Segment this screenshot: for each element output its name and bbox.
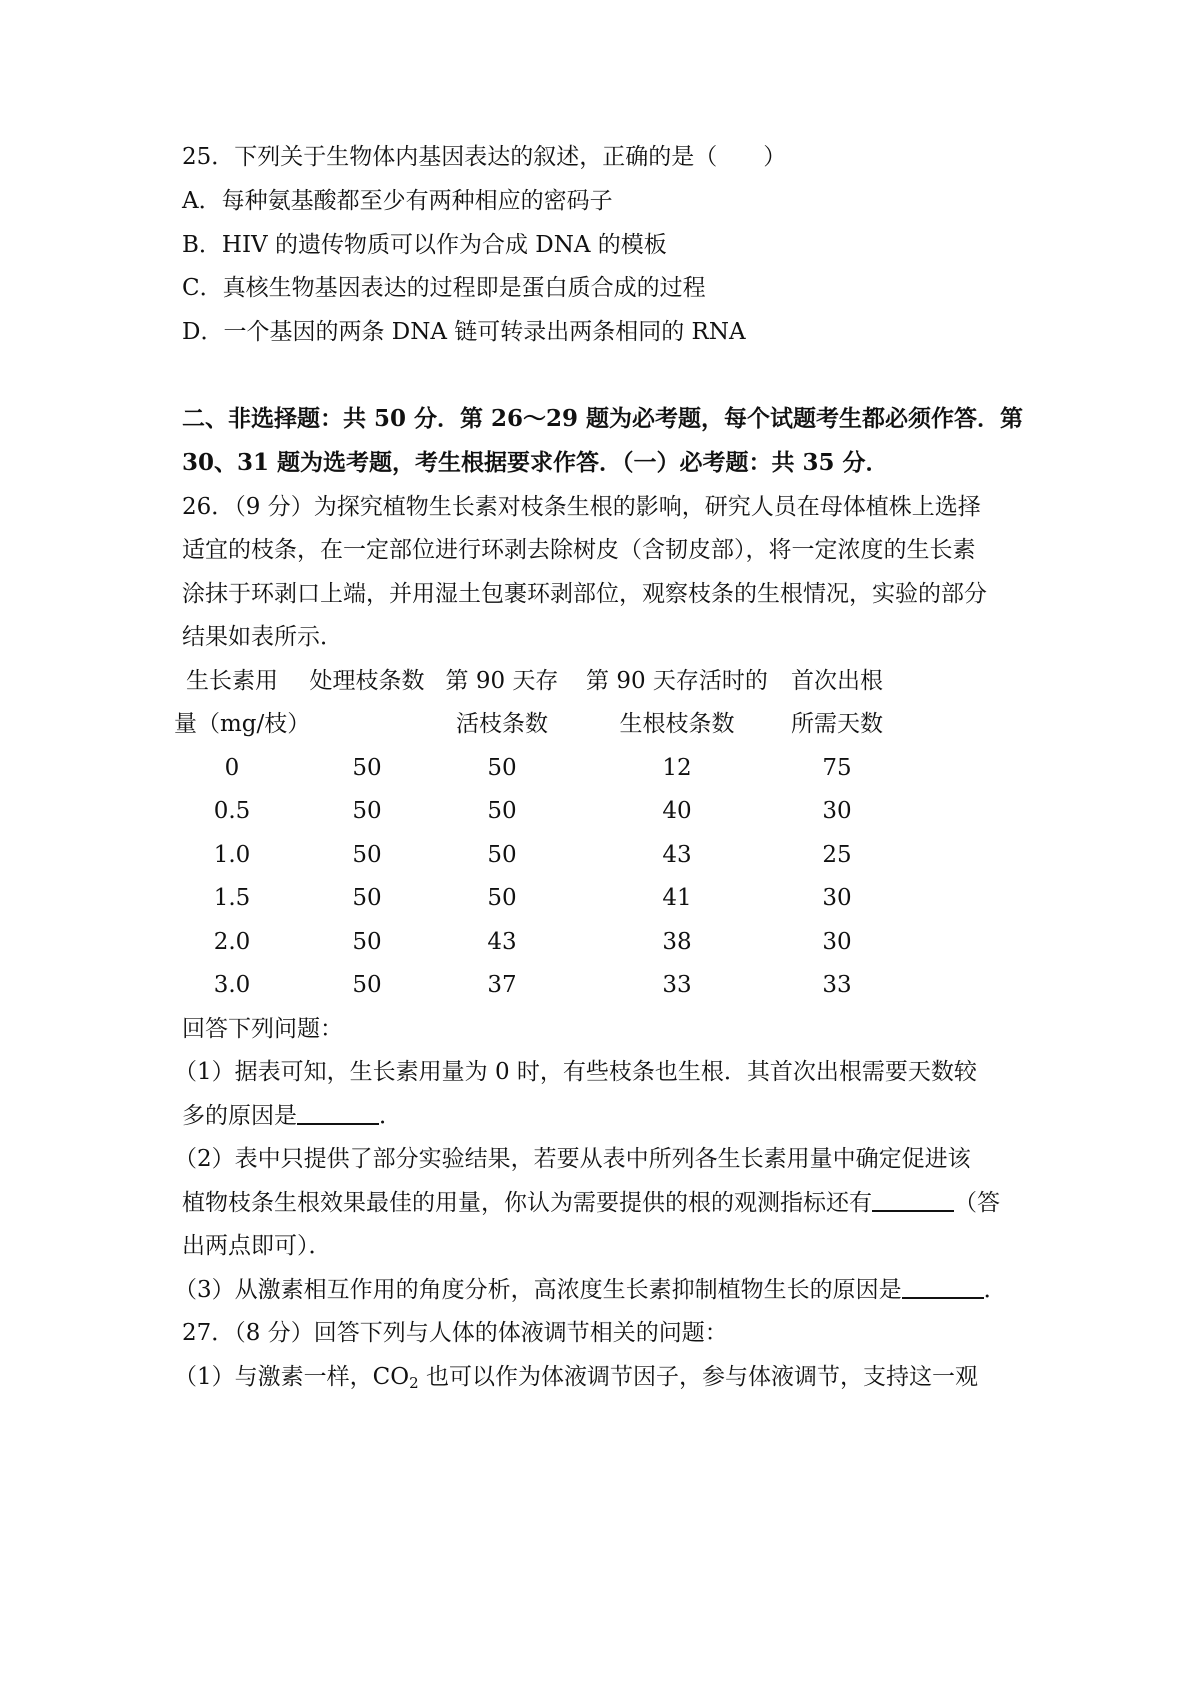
table-header2-col5: 所需天数: [791, 711, 883, 737]
q26-stem-line2: 适宜的枝条，在一定部位进行环剥去除树皮（含韧皮部），将一定浓度的生长素: [182, 537, 976, 563]
answer-blank-2[interactable]: [872, 1188, 954, 1212]
table-header-col3: 第 90 天存: [445, 668, 559, 694]
q26-sub2-line1: （2）表中只提供了部分实验结果，若要从表中所列各生长素用量中确定促进该: [174, 1146, 971, 1172]
table-cell: 50: [352, 842, 382, 868]
table-cell: 50: [487, 842, 517, 868]
table-header-col4: 第 90 天存活时的: [586, 668, 768, 694]
table-cell: 50: [352, 798, 382, 824]
table-cell: 38: [662, 929, 692, 955]
table-cell: 37: [487, 972, 517, 998]
answer-blank-3[interactable]: [902, 1275, 984, 1299]
table-header-col1: 生长素用: [186, 668, 278, 694]
q26-sub2-text: 植物枝条生根效果最佳的用量，你认为需要提供的根的观测指标还有: [182, 1190, 872, 1216]
q26-stem-line3: 涂抹于环剥口上端，并用湿土包裹环剥部位，观察枝条的生根情况，实验的部分: [182, 581, 987, 607]
table-cell: 50: [487, 755, 517, 781]
q27-stem: 27．（8 分）回答下列与人体的体液调节相关的问题：: [182, 1320, 728, 1346]
section2-heading-line2: 30、31 题为选考题，考生根据要求作答．（一）必考题：共 35 分．: [182, 449, 889, 476]
table-cell: 43: [487, 929, 517, 955]
table-header-col2: 处理枝条数: [309, 668, 425, 694]
q26-stem-line4: 结果如表所示．: [182, 624, 343, 650]
table-cell: 50: [352, 972, 382, 998]
q27-sub1-post: 也可以作为体液调节因子，参与体液调节，支持这一观: [418, 1364, 978, 1390]
table-cell: 41: [662, 885, 692, 911]
table-header2-col4: 生根枝条数: [619, 711, 735, 737]
q25-option-d: D．一个基因的两条 DNA 链可转录出两条相同的 RNA: [182, 319, 746, 345]
table-cell: 25: [822, 842, 852, 868]
q27-subscript: 2: [409, 1374, 419, 1392]
table-header-col5: 首次出根: [791, 668, 883, 694]
section2-heading-line1: 二、非选择题：共 50 分．第 26～29 题为必考题，每个试题考生都必须作答．第: [182, 405, 1024, 432]
table-cell: 50: [487, 798, 517, 824]
table-cell: 2.0: [213, 929, 251, 955]
table-cell: 40: [662, 798, 692, 824]
q26-sub2-line2: [182, 1188, 1000, 1218]
table-cell: 3.0: [213, 972, 251, 998]
answer-blank-1[interactable]: [297, 1101, 379, 1125]
q26-sub1-end: ．: [379, 1103, 402, 1129]
q26-sub3-line: [174, 1275, 1007, 1305]
table-cell: 33: [822, 972, 852, 998]
q26-sub2-end: （答: [954, 1190, 1000, 1216]
q26-sub1-text: 多的原因是: [182, 1103, 297, 1129]
q27-sub1-line: [174, 1362, 978, 1392]
q25-stem: 25．下列关于生物体内基因表达的叙述，正确的是（ ）: [182, 144, 787, 170]
table-cell: 0.5: [213, 798, 251, 824]
table-cell: 50: [352, 885, 382, 911]
table-cell: 30: [822, 798, 852, 824]
table-cell: 1.5: [213, 885, 251, 911]
q26-sub3-end: ．: [983, 1277, 1007, 1303]
q26-sub1-line1: （1）据表可知，生长素用量为 0 时，有些枝条也生根．其首次出根需要天数较: [174, 1059, 977, 1085]
q25-option-b: B．HIV 的遗传物质可以作为合成 DNA 的模板: [182, 232, 667, 258]
table-cell: 1.0: [213, 842, 251, 868]
table-cell: 30: [822, 929, 852, 955]
q27-sub1-pre: （1）与激素一样，CO: [174, 1364, 410, 1390]
table-cell: 12: [662, 755, 692, 781]
table-cell: 50: [487, 885, 517, 911]
table-cell: 43: [662, 842, 692, 868]
table-cell: 33: [662, 972, 692, 998]
table-cell: 50: [352, 755, 382, 781]
table-cell: 0: [224, 755, 240, 781]
q26-prompt: 回答下列问题：: [182, 1016, 343, 1042]
table-cell: 30: [822, 885, 852, 911]
table-header2-col3: 活枝条数: [456, 711, 548, 737]
q25-option-a: A．每种氨基酸都至少有两种相应的密码子: [182, 188, 613, 214]
q25-option-c: C．真核生物基因表达的过程即是蛋白质合成的过程: [182, 275, 706, 301]
q26-sub1-line2: [182, 1101, 402, 1131]
q26-stem-line1: 26．（9 分）为探究植物生长素对枝条生根的影响，研究人员在母体植株上选择: [182, 494, 981, 520]
table-header2-col1: 量（mg/枝）: [174, 711, 311, 737]
q26-sub2-line3: 出两点即可）．: [182, 1233, 332, 1259]
table-cell: 50: [352, 929, 382, 955]
table-cell: 75: [822, 755, 852, 781]
q26-sub3-text: （3）从激素相互作用的角度分析，高浓度生长素抑制植物生长的原因是: [174, 1277, 902, 1303]
